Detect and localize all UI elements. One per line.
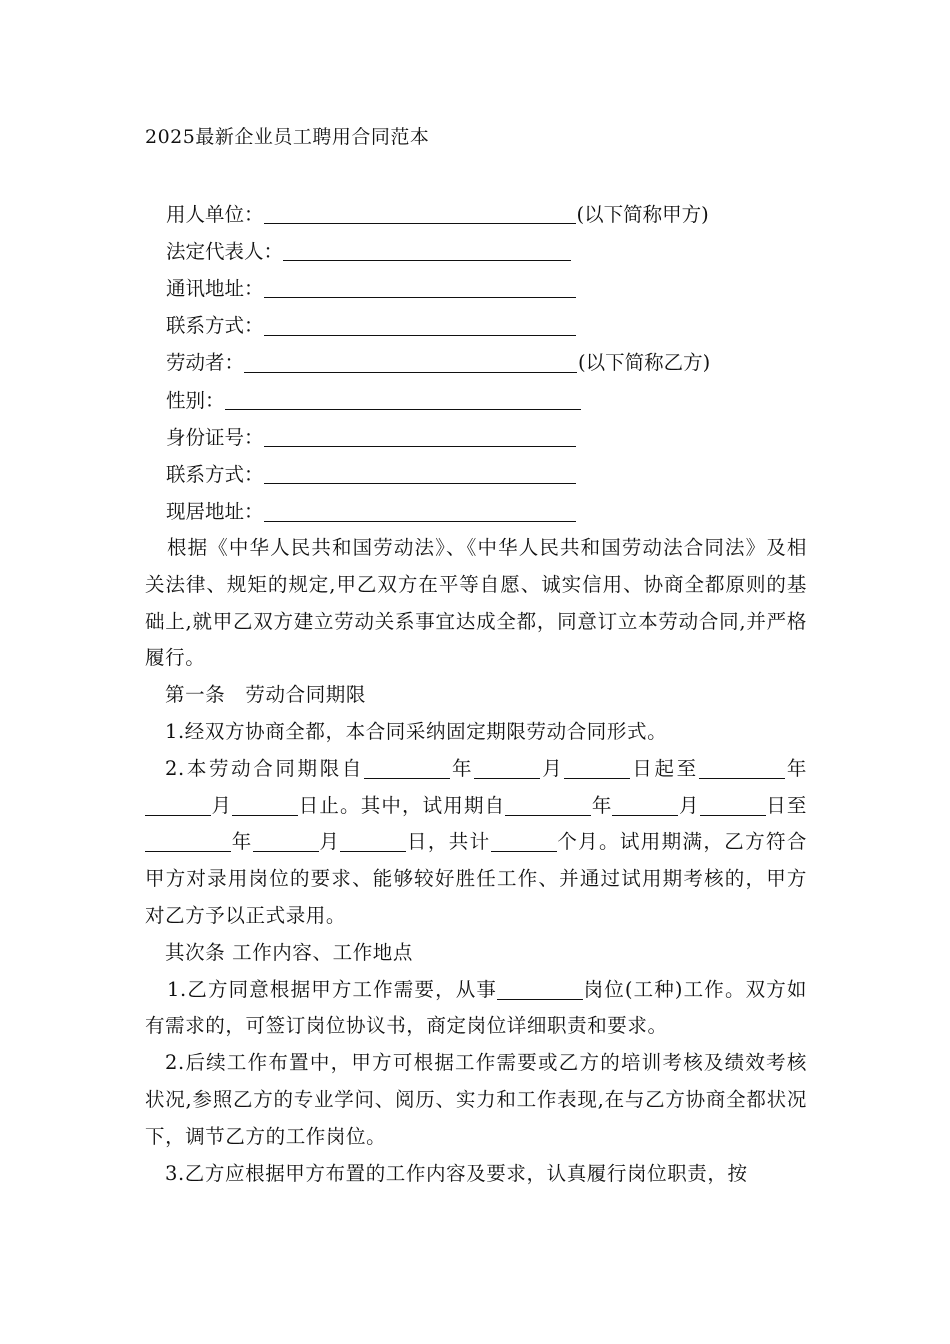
party-info-fields [166,194,710,529]
blank-line [564,758,630,779]
field-label: 现居地址： [166,500,264,524]
text-run: 月 [211,793,233,817]
text-run: 日止。其中，试用期自 [298,793,506,817]
blank-line [145,795,211,816]
blank-line [225,391,581,410]
field-address [166,268,710,305]
text-run: 年 [231,830,253,854]
text-run: 日至 [765,793,807,817]
article-1-item-1: 1.经双方协商全都，本合同采纳固定期限劳动合同形式。 [165,719,668,743]
blank-line [491,831,557,852]
field-label: 通讯地址： [166,276,264,300]
blank-line [264,503,576,522]
text-run: 年 [591,793,613,817]
blank-line [283,242,571,261]
field-label: 联系方式： [166,314,264,338]
field-label: 用人单位： [166,202,264,226]
blank-line [264,428,576,447]
text-run: 1.乙方同意根据甲方工作需要，从事 [167,977,498,1001]
text-run: 年 [784,756,807,780]
article-2-heading: 其次条 工作内容、工作地点 [165,940,413,964]
blank-line [700,795,766,816]
preamble-paragraph: 根据《中华人民共和国劳动法》、《中华人民共和国劳动法合同法》及相关法律、规矩的规定,甲乙双方在平等自愿、诚实信用、协商全都原则的基础上,就甲乙双方建立劳动关系事宜达成全都，同意订立本劳动合同,并严格履行。 [145,536,807,670]
field-suffix: (以下简称甲方) [576,202,709,226]
document-title: 2025最新企业员工聘用合同范本 [145,126,430,148]
article-2-item-3: 3.乙方应根据甲方布置的工作内容及要求，认真履行岗位职责，按 [165,1161,748,1185]
field-gender [166,380,710,417]
text-run: 年 [449,756,475,780]
blank-line [699,758,785,779]
field-suffix: (以下简称乙方) [578,351,711,375]
blank-line [232,795,298,816]
field-label: 联系方式： [166,462,264,486]
blank-line [612,795,678,816]
field-contact-employer [166,306,710,343]
blank-line [364,758,450,779]
blank-line [145,831,231,852]
text-run: 月 [678,793,700,817]
contract-body [145,530,807,1192]
field-contact-worker [166,454,710,491]
text-run: 2.本劳动合同期限自 [165,756,364,780]
article-2-item-1 [145,972,807,1046]
field-legal-rep [166,231,710,268]
blank-line [244,354,577,373]
blank-line [474,758,540,779]
field-id-number [166,417,710,454]
field-label: 身份证号： [166,425,264,449]
blank-line [253,831,319,852]
field-label: 法定代表人： [166,239,284,263]
article-1-item-2 [145,751,807,935]
field-label: 性别： [166,388,225,412]
article-1-heading: 第一条 劳动合同期限 [165,683,367,707]
blank-line [264,205,576,224]
text-run: 日，共计 [406,830,491,854]
blank-line [264,317,576,336]
blank-line [340,831,406,852]
blank-line [505,795,591,816]
field-employer [166,194,710,231]
field-current-address [166,492,710,529]
article-2-item-2: 2.后续工作布置中，甲方可根据工作需要或乙方的培训考核及绩效考核状况,参照乙方的专业学问、阅历、实力和工作表现,在与乙方协商全都状况下，调节乙方的工作岗位。 [145,1051,807,1148]
text-run: 个月。试用期满，乙方符合甲方对录用岗位的要求、能够较好胜任工作、并通过试用期考核的，甲方对乙方予以正式录用。 [145,830,807,927]
text-run: 岗位(工种)工作。双方如有需求的，可签订岗位协议书，商定岗位详细职责和要求。 [145,977,807,1038]
field-label: 劳动者： [166,351,245,375]
blank-line [497,979,583,1000]
field-worker [166,343,710,380]
text-run: 月 [318,830,341,854]
blank-line [264,465,576,484]
blank-line [264,279,576,298]
text-run: 日起至 [630,756,699,780]
text-run: 月 [540,756,565,780]
